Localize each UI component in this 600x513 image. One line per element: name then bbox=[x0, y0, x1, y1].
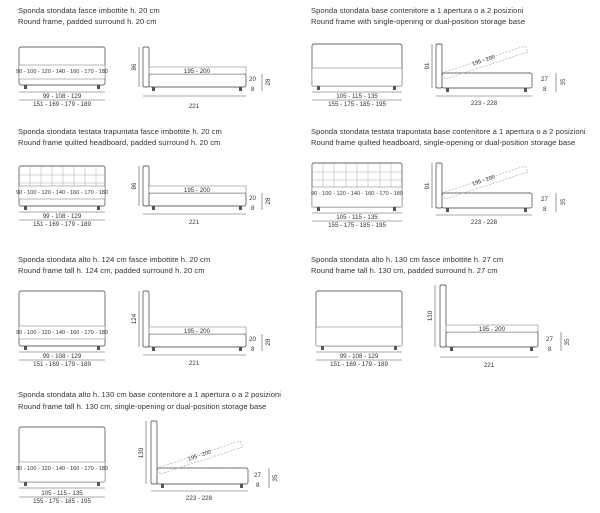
frame-widths-1: 99 - 108 - 129 bbox=[42, 353, 82, 360]
section-title-it: Sponda stondata testata trapuntata base contenitore a 1 apertura o a 2 posizioni bbox=[311, 127, 586, 136]
frame-height: 27 bbox=[541, 196, 548, 203]
section-title-en: Round frame quilted headboard, single-opening or dual-position storage base bbox=[311, 138, 576, 147]
section-title-en: Round frame tall h. 130 cm, padded surround h. 27 cm bbox=[311, 266, 498, 275]
section-storage-base bbox=[311, 6, 567, 108]
mattress-length: 195 - 200 bbox=[183, 187, 211, 194]
front-view bbox=[316, 291, 402, 368]
frame-widths-1: 99 - 108 - 129 bbox=[42, 213, 82, 220]
leg-height: 8 bbox=[543, 206, 547, 213]
headboard-height: 91 bbox=[424, 62, 431, 70]
frame-height: 20 bbox=[249, 76, 256, 83]
section-title-en: Round frame with single-opening or dual-position storage base bbox=[311, 17, 526, 26]
front-view bbox=[16, 166, 108, 228]
frame-widths-2: 151 - 169 - 179 - 189 bbox=[33, 101, 91, 108]
section-tall-124 bbox=[16, 255, 272, 368]
frame-widths-1: 105 - 115 - 135 bbox=[336, 214, 378, 221]
frame-widths-2: 155 - 175 - 185 - 195 bbox=[328, 222, 386, 229]
total-length: 223 - 228 bbox=[185, 495, 213, 502]
mattress-length: 195 - 200 bbox=[187, 449, 212, 463]
total-height: 35 bbox=[560, 78, 567, 86]
section-title-it: Sponda stondata testata trapuntata fasce imbottite h. 20 cm bbox=[18, 127, 222, 136]
section-title-it: Sponda stondata fasce imbottite h. 20 cm bbox=[18, 6, 160, 15]
mattress-length: 195 - 200 bbox=[183, 68, 211, 75]
total-length: 221 bbox=[188, 360, 200, 367]
total-height: 28 bbox=[265, 78, 272, 86]
total-height: 28 bbox=[265, 338, 272, 346]
total-length: 221 bbox=[188, 103, 200, 110]
mattress-widths: 90 - 100 - 120 - 140 - 160 - 170 - 180 bbox=[15, 69, 109, 75]
side-view bbox=[138, 421, 279, 502]
mattress-length: 195 - 200 bbox=[471, 54, 496, 68]
mattress-widths: 90 - 100 - 120 - 140 - 160 - 170 - 180 bbox=[15, 190, 109, 196]
frame-widths-2: 151 - 169 - 179 - 189 bbox=[33, 221, 91, 228]
side-view bbox=[131, 291, 272, 367]
frame-height: 20 bbox=[249, 195, 256, 202]
headboard-height: 86 bbox=[131, 182, 138, 190]
section-tall-130-storage-base bbox=[16, 390, 281, 505]
front-view bbox=[311, 163, 403, 229]
side-view bbox=[424, 163, 567, 226]
mattress-length: 195 - 200 bbox=[183, 328, 211, 335]
section-title-en: Round frame quilted headboard, padded surround h. 20 cm bbox=[18, 138, 221, 147]
front-view bbox=[16, 291, 108, 368]
section-title-it: Sponda stondata alto h. 130 cm fasce imbottite h. 27 cm bbox=[311, 255, 504, 264]
frame-widths-1: 99 - 108 - 129 bbox=[42, 93, 82, 100]
front-view bbox=[16, 47, 108, 108]
mattress-length: 195 - 200 bbox=[478, 326, 506, 333]
headboard-height: 130 bbox=[427, 310, 434, 322]
frame-widths-2: 155 - 175 - 185 - 195 bbox=[328, 101, 386, 108]
total-length: 221 bbox=[483, 362, 495, 369]
frame-height: 27 bbox=[254, 472, 261, 479]
side-view bbox=[131, 47, 272, 110]
section-title-en: Round frame, padded surround h. 20 cm bbox=[18, 17, 157, 26]
frame-height: 27 bbox=[546, 336, 553, 343]
frame-height: 20 bbox=[249, 336, 256, 343]
total-height: 35 bbox=[272, 474, 279, 482]
section-quilted-padded-20 bbox=[16, 127, 272, 228]
side-view bbox=[427, 285, 571, 369]
side-view bbox=[424, 44, 567, 107]
section-title-it: Sponda stondata alto h. 124 cm fasce imbottite h. 20 cm bbox=[18, 255, 211, 264]
total-length: 223 - 228 bbox=[470, 100, 498, 107]
headboard-height: 130 bbox=[138, 447, 145, 459]
leg-height: 8 bbox=[543, 86, 547, 93]
front-view bbox=[16, 427, 108, 505]
headboard-height: 91 bbox=[424, 182, 431, 190]
mattress-widths: 90 - 100 - 120 - 140 - 160 - 170 - 180 bbox=[310, 191, 404, 197]
leg-height: 8 bbox=[256, 482, 260, 489]
frame-widths-2: 151 - 169 - 179 - 189 bbox=[330, 361, 388, 368]
total-height: 35 bbox=[564, 338, 571, 346]
section-tall-130-padded-27 bbox=[311, 255, 571, 369]
headboard-height: 86 bbox=[131, 63, 138, 71]
section-padded-surround-20 bbox=[16, 6, 272, 110]
mattress-widths: 90 - 100 - 120 - 140 - 160 - 170 - 180 bbox=[15, 466, 109, 472]
total-length: 223 - 228 bbox=[470, 219, 498, 226]
frame-widths-2: 151 - 169 - 179 - 189 bbox=[33, 361, 91, 368]
side-view bbox=[131, 166, 272, 226]
leg-height: 8 bbox=[251, 346, 255, 353]
front-view bbox=[312, 44, 402, 108]
frame-widths-1: 105 - 115 - 135 bbox=[336, 93, 378, 100]
headboard-height: 124 bbox=[131, 313, 138, 325]
frame-widths-1: 99 - 108 - 129 bbox=[339, 353, 379, 360]
frame-widths-2: 155 - 175 - 185 - 195 bbox=[33, 498, 91, 505]
leg-height: 8 bbox=[548, 346, 552, 353]
total-height: 35 bbox=[560, 198, 567, 206]
leg-height: 8 bbox=[251, 205, 255, 212]
leg-height: 8 bbox=[251, 86, 255, 93]
section-title-it: Sponda stondata base contenitore a 1 apertura o a 2 posizioni bbox=[311, 6, 524, 15]
section-title-en: Round frame tall h. 124 cm, padded surround h. 20 cm bbox=[18, 266, 205, 275]
frame-height: 27 bbox=[541, 76, 548, 83]
total-height: 28 bbox=[265, 197, 272, 205]
frame-widths-1: 105 - 115 - 135 bbox=[41, 490, 83, 497]
section-title-en: Round frame tall h. 130 cm, single-opening or dual-position storage base bbox=[18, 402, 267, 411]
total-length: 221 bbox=[188, 219, 200, 226]
section-quilted-storage-base bbox=[311, 127, 586, 229]
mattress-length: 195 - 200 bbox=[471, 174, 496, 188]
section-title-it: Sponda stondata alto h. 130 cm base contenitore a 1 apertura o a 2 posizioni bbox=[18, 390, 282, 399]
mattress-widths: 90 - 100 - 120 - 140 - 160 - 170 - 180 bbox=[15, 330, 109, 336]
